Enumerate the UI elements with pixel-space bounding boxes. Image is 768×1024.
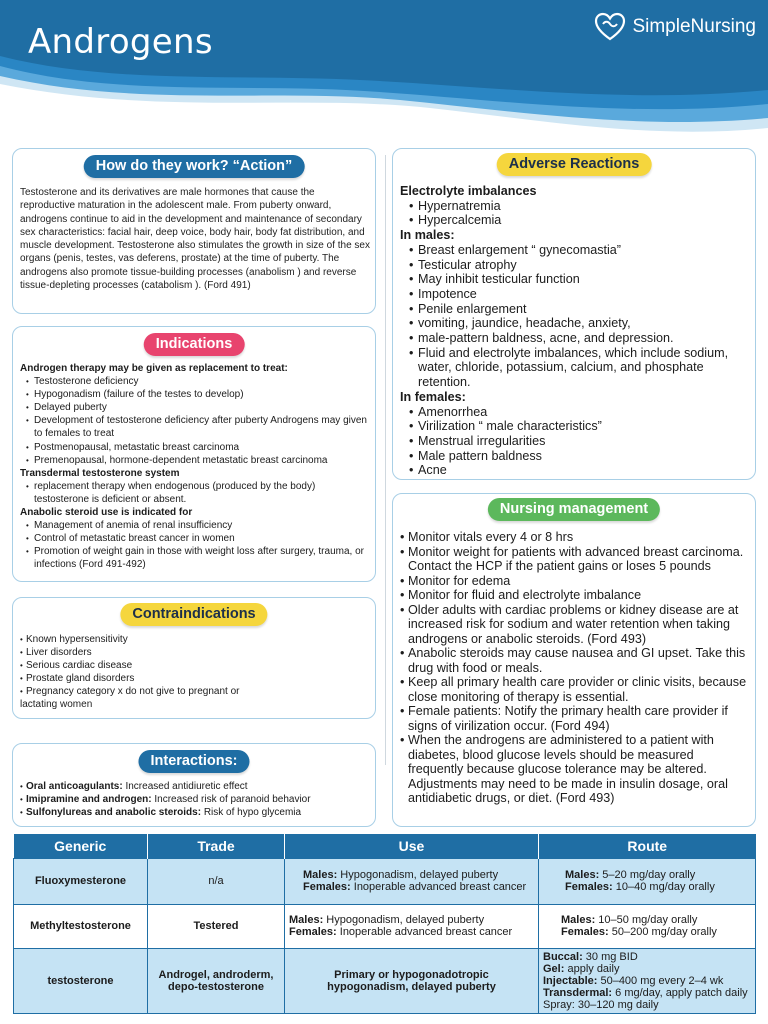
list-item: • Older adults with cardiac problems or kidney disease are at increased risk for sodium and water retention when taking androgens or anabolic steroids. (Ford 493) (400, 603, 752, 647)
route-text: 30 mg BID (582, 950, 638, 963)
use-text: Inoperable advanced breast cancer (336, 926, 513, 938)
indications-panel (12, 326, 376, 582)
route-label: Transdermal: (543, 986, 613, 999)
interactions-heading: Interactions: (138, 750, 249, 773)
list-item: • Hypernatremia (400, 199, 752, 214)
interaction-text: Increased risk of paranoid behavior (151, 794, 311, 806)
route-text: 50–400 mg every 2–4 wk (597, 974, 724, 987)
generic-cell: Fluoxymesterone (14, 858, 148, 904)
list-item: • Hypogonadism (failure of the testes to develop) (20, 388, 372, 401)
list-item: • Menstrual irregularities (400, 434, 752, 449)
route-text: Spray: 30–120 mg daily (543, 998, 659, 1011)
table-row (14, 948, 756, 1013)
brand-logo (594, 12, 756, 42)
page-title: Androgens (28, 22, 213, 62)
adverse-group2-title: In males: (400, 228, 455, 243)
table-row (14, 858, 756, 904)
contraindications-content (20, 633, 370, 712)
route-label: Buccal: (543, 950, 583, 963)
nursing-management-heading: Nursing management (488, 498, 660, 521)
indications-group1-list (20, 375, 372, 467)
table-header-row (14, 834, 756, 858)
list-item: • Monitor for edema (400, 574, 752, 589)
interaction-text: Risk of hypo glycemia (201, 807, 302, 819)
list-item: • Acne (400, 463, 752, 478)
route-cell (539, 858, 756, 904)
column-header-generic: Generic (14, 834, 148, 858)
adverse-group1-list (400, 199, 752, 228)
list-item: • Impotence (400, 287, 752, 302)
list-item (20, 793, 372, 806)
route-cell (539, 904, 756, 948)
interactions-panel (12, 743, 376, 827)
list-item: • Fluid and electrolyte imbalances, which include sodium, water, chloride, potassium, calcium, and phosphate retention. (400, 346, 752, 390)
adverse-reactions-panel (392, 148, 756, 480)
adverse-group3-list (400, 405, 752, 479)
nursing-management-panel (392, 493, 756, 827)
list-item: • Prostate gland disorders (20, 672, 370, 685)
trade-cell: n/a (148, 858, 285, 904)
interaction-label: Oral anticoagulants: (26, 781, 123, 792)
list-item: • Monitor weight for patients with advanced breast carcinoma. Contact the HCP if the patient gains or loses 5 pounds (400, 545, 752, 574)
list-item: • Pregnancy category x do not give to pregnant or (20, 685, 370, 698)
list-item: • Delayed puberty (20, 401, 372, 414)
list-item: • Development of testosterone deficiency after puberty Androgens may given to females to treat (20, 414, 372, 440)
indications-group2-list (20, 480, 372, 506)
list-item: • Promotion of weight gain in those with weight loss after surgery, trauma, or infections (Ford 491-492) (20, 545, 372, 571)
list-item: • Breast enlargement “ gynecomastia” (400, 243, 752, 258)
list-item: • Control of metastatic breast cancer in women (20, 532, 372, 545)
list-item: • male-pattern baldness, acne, and depression. (400, 331, 752, 346)
route-text: 50–200 mg/day orally (608, 926, 717, 938)
list-item: • vomiting, jaundice, headache, anxiety, (400, 316, 752, 331)
heart-logo-icon (594, 12, 626, 42)
list-item (20, 806, 372, 819)
action-panel (12, 148, 376, 314)
trade-cell: Testered (148, 904, 285, 948)
list-item: • Male pattern baldness (400, 449, 752, 464)
nursing-management-list (400, 530, 752, 806)
generic-cell: Methyltestosterone (14, 904, 148, 948)
brand-name: SimpleNursing (632, 16, 756, 37)
indications-group2-title: Transdermal testosterone system (20, 467, 180, 479)
use-label: Females: (289, 926, 337, 938)
interaction-text: Increased antidiuretic effect (122, 781, 248, 792)
list-item: • Known hypersensitivity (20, 633, 370, 646)
contraindications-list (20, 633, 370, 698)
contraindications-heading: Contraindications (120, 603, 267, 626)
list-item: • Premenopausal, hormone-dependent metastatic breast carcinoma (20, 454, 372, 467)
use-cell: Primary or hypogonadotropic hypogonadism, delayed puberty (285, 948, 539, 1013)
column-header-use: Use (285, 834, 539, 858)
contraindications-panel (12, 597, 376, 719)
indications-heading: Indications (144, 333, 245, 356)
list-item: • Management of anemia of renal insufficiency (20, 519, 372, 532)
adverse-group3-title: In females: (400, 389, 466, 404)
list-item: • Keep all primary health care provider or clinic visits, because close monitoring of therapy is essential. (400, 675, 752, 704)
drug-table (13, 834, 756, 1014)
list-item: • Postmenopausal, metastatic breast carcinoma (20, 441, 372, 454)
column-divider (385, 155, 386, 765)
route-label: Males: (561, 914, 596, 926)
list-item: • Amenorrhea (400, 405, 752, 420)
adverse-reactions-content (400, 184, 752, 478)
use-cell (285, 858, 539, 904)
use-label: Males: (303, 869, 338, 881)
column-header-trade: Trade (148, 834, 285, 858)
column-header-route: Route (539, 834, 756, 858)
list-item: • When the androgens are administered to a patient with diabetes, blood glucose levels should be measured frequently because glucose tolerance may be altered. Adjustments may need to be made in insulin dosage, oral antidiabetic drugs, or diet. (Ford 493) (400, 733, 752, 806)
route-label: Gel: (543, 962, 565, 975)
interaction-label: Imipramine and androgen: (26, 794, 152, 806)
use-text: Hypogonadism, delayed puberty (337, 869, 499, 881)
adverse-reactions-heading: Adverse Reactions (497, 153, 652, 176)
adverse-group1-title: Electrolyte imbalances (400, 184, 537, 198)
list-item: • Hypercalcemia (400, 213, 752, 228)
route-text: 10–50 mg/day orally (595, 914, 698, 926)
list-item: • May inhibit testicular function (400, 272, 752, 287)
table-row (14, 904, 756, 948)
route-label: Females: (561, 926, 609, 938)
indications-content (20, 362, 372, 572)
list-item: • Female patients: Notify the primary health care provider if signs of virilization occur. (Ford 494) (400, 704, 752, 733)
indications-group3-list (20, 519, 372, 571)
use-text: Hypogonadism, delayed puberty (323, 914, 485, 926)
list-item: • Liver disorders (20, 646, 370, 659)
route-cell (539, 948, 756, 1013)
use-label: Males: (289, 914, 324, 926)
list-item: • Testosterone deficiency (20, 375, 372, 388)
contraindications-trailing: lactating women (20, 699, 93, 711)
route-text: 5–20 mg/day orally (599, 869, 696, 881)
list-item: • Monitor vitals every 4 or 8 hrs (400, 530, 752, 545)
list-item: • Serious cardiac disease (20, 659, 370, 672)
action-body: Testosterone and its derivatives are male hormones that cause the reproductive maturation in the adolescent male. From puberty onward, androgens continue to aid in the development and maintenance of secondary sex characteristics: facial hair, deep voice, body hair, body fat distribution, and muscle development. Testosterone also stimulates the growth in size of the sex organs (penis, testes, vas deferens, prostate) at the time of puberty. The androgens also promote tissue-building processes (anabolism ) and reverse tissue-depleting processes (catabolism ). (Ford 491) (20, 187, 370, 292)
use-text: Inoperable advanced breast cancer (350, 881, 527, 893)
use-label: Females: (303, 881, 351, 893)
route-label: Males: (565, 869, 600, 881)
use-cell (285, 904, 539, 948)
list-item: • replacement therapy when endogenous (produced by the body) testosterone is deficient or absent. (20, 480, 372, 506)
route-text: 6 mg/day, apply patch daily (612, 986, 748, 999)
list-item: • Monitor for fluid and electrolyte imbalance (400, 588, 752, 603)
list-item: • Penile enlargement (400, 302, 752, 317)
list-item: • Virilization “ male characteristics” (400, 419, 752, 434)
generic-cell: testosterone (14, 948, 148, 1013)
list-item: • Testicular atrophy (400, 258, 752, 273)
route-text: apply daily (564, 962, 620, 975)
trade-cell: Androgel, androderm, depo-testosterone (148, 948, 285, 1013)
action-heading: How do they work? “Action” (84, 155, 305, 178)
list-item: • Anabolic steroids may cause nausea and GI upset. Take this drug with food or meals. (400, 646, 752, 675)
route-text: 10–40 mg/day orally (612, 881, 715, 893)
list-item (20, 780, 372, 793)
route-label: Females: (565, 881, 613, 893)
adverse-group2-list (400, 243, 752, 390)
interaction-label: Sulfonylureas and anabolic steroids: (26, 807, 202, 819)
indications-group3-title: Anabolic steroid use is indicated for (20, 507, 193, 519)
interactions-list (20, 780, 372, 819)
indications-group1-title: Androgen therapy may be given as replacement to treat: (20, 363, 288, 374)
route-label: Injectable: (543, 974, 598, 987)
